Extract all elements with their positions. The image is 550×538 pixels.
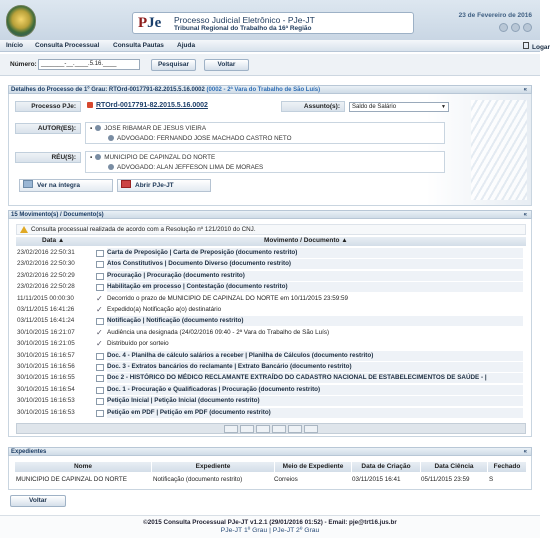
expedientes-panel [8, 456, 532, 490]
row-movement[interactable]: Petição Inicial | Petição Inicial (documento restrito) [107, 396, 523, 406]
table-row [16, 328, 526, 339]
col-fechado: Fechado [488, 462, 526, 472]
globe-icon[interactable] [511, 23, 520, 32]
defendant-label: RÉU(S): [15, 152, 81, 163]
next-page-button[interactable] [272, 425, 286, 433]
document-icon [96, 353, 104, 360]
row-movement: Expedido(a) Notificação a(o) destinatário [107, 306, 222, 313]
fast-forward-button[interactable] [304, 425, 318, 433]
row-movement[interactable]: Doc. 4 - Planilha de cálculo salários a receber | Planilha de Cálculos (documento restrito) [107, 351, 523, 361]
menu-item-inicio[interactable]: Início [6, 42, 23, 49]
col-data-ciencia: Data Ciência [421, 462, 487, 472]
defendant-box [85, 151, 445, 173]
document-icon [96, 284, 104, 291]
open-pje-button[interactable]: Abrir PJe-JT [117, 179, 211, 192]
row-date: 23/02/2016 22:50:28 [17, 283, 75, 291]
footer-links[interactable]: PJe-JT 1º Grau | PJe-JT 2º Grau [220, 527, 320, 534]
row-date: 23/02/2016 22:50:30 [17, 260, 75, 268]
login-link[interactable] [523, 42, 550, 51]
author-name: ▪ JOSE RIBAMAR DE JESUS VIEIRA [90, 125, 207, 132]
table-row [16, 271, 526, 282]
row-date: 03/11/2015 16:41:24 [17, 317, 75, 325]
cnj-notice: Consulta processual realizada de acordo com a Resolução nº 121/2010 do CNJ. [16, 224, 526, 235]
exp-fechado: S [489, 476, 494, 483]
table-row [16, 316, 526, 327]
movements-header[interactable] [8, 210, 532, 219]
table-row [16, 351, 526, 362]
table-row [16, 385, 526, 396]
collapse-expedientes-icon[interactable]: « [523, 449, 527, 455]
main-menu [0, 40, 550, 52]
row-movement: Decorrido o prazo de MUNICIPIO DE CAPINZAL DO NORTE em 10/11/2015 23:59:59 [107, 294, 349, 302]
row-date: 30/10/2015 16:16:53 [17, 397, 75, 405]
prev-page-button[interactable] [240, 425, 254, 433]
author-lawyer: ADVOGADO: FERNANDO JOSE MACHADO CASTRO NETO [108, 135, 291, 142]
pje-icon [121, 180, 131, 188]
document-icon [96, 273, 104, 280]
exp-expediente: Notificação (documento restrito) [153, 476, 243, 483]
subject-value: Saldo de Salário [352, 104, 397, 110]
last-page-button[interactable] [288, 425, 302, 433]
expedientes-header[interactable] [8, 447, 532, 456]
table-row [16, 373, 526, 384]
header-icons [496, 23, 532, 34]
document-icon [96, 398, 104, 405]
table-row [16, 259, 526, 270]
help-icon[interactable] [523, 23, 532, 32]
document-icon [87, 102, 93, 108]
movements-table-header [16, 237, 526, 246]
app-title: Processo Judicial Eletrônico - PJe-JT [174, 15, 315, 25]
details-title: Detalhes do Processo de 1º Grau: RTOrd-0017791-82.2015.5.16.0002 [11, 87, 205, 93]
accessibility-icon[interactable] [499, 23, 508, 32]
footer-copyright: ©2015 Consulta Processual PJe-JT v1.2.1 (29/01/2016 01:52) - Email: pje@trt16.jus.br [143, 519, 397, 526]
details-header[interactable] [8, 85, 532, 94]
col-meio: Meio de Expediente [275, 462, 351, 472]
row-movement[interactable]: Petição em PDF | Petição em PDF (documento restrito) [107, 408, 523, 418]
first-page-button[interactable] [224, 425, 238, 433]
menu-item-ajuda[interactable]: Ajuda [177, 42, 196, 49]
row-date: 03/11/2015 16:41:26 [17, 306, 75, 313]
sort-by-date[interactable]: Data ▲ [42, 237, 65, 244]
person-icon [108, 164, 114, 170]
document-icon [96, 410, 104, 417]
row-movement[interactable]: Atos Constitutivos | Documento Diverso (documento restrito) [107, 259, 523, 269]
process-link[interactable]: RTOrd-0017791-82.2015.5.16.0002 [96, 102, 208, 109]
expedientes-title: Expedientes [11, 449, 47, 455]
row-date: 30/10/2015 16:21:07 [17, 328, 75, 336]
collapse-details-icon[interactable]: « [523, 87, 527, 93]
col-expediente: Expediente [152, 462, 274, 472]
author-label: AUTOR(ES): [15, 123, 81, 134]
row-movement: Distribuído por sorteio [107, 340, 169, 348]
collapse-movements-icon[interactable]: « [523, 212, 527, 218]
person-icon [95, 125, 101, 131]
check-icon: ✓ [96, 305, 103, 314]
row-date: 30/10/2015 16:16:55 [17, 374, 75, 382]
author-box [85, 122, 445, 144]
search-button[interactable]: Pesquisar [151, 59, 196, 71]
table-row [16, 396, 526, 407]
coat-of-arms-logo [6, 5, 36, 37]
current-date: 23 de Fevereiro de 2016 [458, 12, 532, 19]
row-date: 11/11/2015 00:00:30 [17, 294, 74, 302]
person-icon [95, 154, 101, 160]
page-1-button[interactable] [256, 425, 270, 433]
subject-select[interactable] [349, 102, 449, 112]
exp-data-criacao: 03/11/2015 16:41 [352, 476, 401, 483]
defendant-lawyer: ADVOGADO: ALAN JEFFESON LIMA DE MORAES [108, 164, 263, 171]
pagination [16, 423, 526, 434]
process-number-input[interactable]: _______-__.____.5.16.____ [38, 59, 140, 70]
row-movement[interactable]: Doc. 3 - Extratos bancários do reclamante | Extrato Bancário (documento restrito) [107, 362, 523, 372]
table-row [16, 282, 526, 293]
back-button-bottom[interactable]: Voltar [10, 495, 66, 507]
table-row [16, 339, 526, 350]
document-icon [96, 250, 104, 257]
decorative-pattern [471, 100, 527, 200]
footer [0, 515, 540, 538]
details-court: (0002 - 2ª Vara do Trabalho de São Luís) [206, 87, 321, 93]
row-date: 30/10/2015 16:16:57 [17, 351, 75, 359]
movements-title: 15 Movimento(s) / Documento(s) [11, 212, 104, 218]
document-icon [96, 261, 104, 268]
menu-item-consulta-processual[interactable]: Consulta Processual [35, 42, 100, 49]
menu-item-consulta-pautas[interactable]: Consulta Pautas [113, 42, 164, 49]
row-date: 30/10/2015 16:21:05 [17, 340, 75, 348]
col-data-criacao: Data de Criação [352, 462, 420, 472]
app-header [0, 0, 540, 40]
table-row [16, 294, 526, 305]
row-movement[interactable]: Doc 2 - HISTÓRICO DO MÉDICO RECLAMANTE EXTRAÍDO DO CADASTRO NACIONAL DE ESTABELECIMENTOS DE SAÚDE - | [107, 373, 523, 383]
title-box [132, 12, 414, 34]
document-icon [96, 364, 104, 371]
exp-nome: MUNICIPIO DE CAPINZAL DO NORTE [16, 476, 127, 483]
row-date: 30/10/2015 16:16:56 [17, 363, 75, 370]
door-icon [523, 42, 529, 49]
chevron-down-icon: ▼ [441, 104, 446, 110]
exp-meio: Correios [274, 476, 298, 483]
process-label: Processo PJe: [15, 101, 81, 112]
app-subtitle: Tribunal Regional do Trabalho da 16ª Região [174, 25, 312, 32]
pje-logo: PJe [138, 15, 162, 31]
movements-panel [8, 219, 532, 437]
check-icon: ✓ [96, 339, 103, 349]
sort-by-movement[interactable]: Movimento / Documento ▲ [264, 237, 348, 244]
details-panel [8, 94, 532, 206]
login-label: Logar [532, 44, 550, 51]
back-button-top[interactable]: Voltar [204, 59, 249, 71]
document-icon [96, 375, 104, 382]
process-value[interactable] [87, 102, 208, 109]
table-row [16, 305, 526, 316]
check-icon: ✓ [96, 293, 103, 303]
subject-label: Assunto(s): [281, 101, 345, 112]
warning-icon [20, 226, 28, 233]
row-date: 23/02/2016 22:50:29 [17, 271, 75, 279]
monitor-icon [23, 180, 33, 188]
row-movement[interactable]: Carta de Preposição | Carta de Preposição (documento restrito) [107, 248, 523, 258]
table-row [16, 362, 526, 373]
search-label: Número: [10, 61, 37, 68]
document-icon [96, 387, 104, 394]
table-row [16, 248, 526, 259]
row-movement[interactable]: Doc. 1 - Procuração e Qualificadoras | Procuração (documento restrito) [107, 385, 523, 395]
row-date: 30/10/2015 16:16:54 [17, 385, 75, 393]
exp-data-ciencia: 05/11/2015 23:59 [421, 476, 470, 483]
row-movement[interactable]: Procuração | Procuração (documento restrito) [107, 271, 523, 281]
row-date: 30/10/2015 16:16:53 [17, 408, 75, 416]
col-nome: Nome [15, 462, 151, 472]
row-movement[interactable]: Notificação | Notificação (documento restrito) [107, 316, 523, 326]
search-bar [0, 54, 540, 76]
table-row [16, 408, 526, 419]
check-icon: ✓ [96, 327, 103, 337]
document-icon [96, 318, 104, 325]
view-full-button[interactable]: Ver na íntegra [19, 179, 113, 192]
row-date: 23/02/2016 22:50:31 [17, 249, 75, 256]
row-movement: Audiência una designada (24/02/2016 09:40 - 2ª Vara do Trabalho de São Luís) [107, 328, 330, 336]
person-icon [108, 135, 114, 141]
row-movement[interactable]: Habilitação em processo | Contestação (documento restrito) [107, 282, 523, 292]
defendant-name: ▪ MUNICIPIO DE CAPINZAL DO NORTE [90, 154, 216, 161]
